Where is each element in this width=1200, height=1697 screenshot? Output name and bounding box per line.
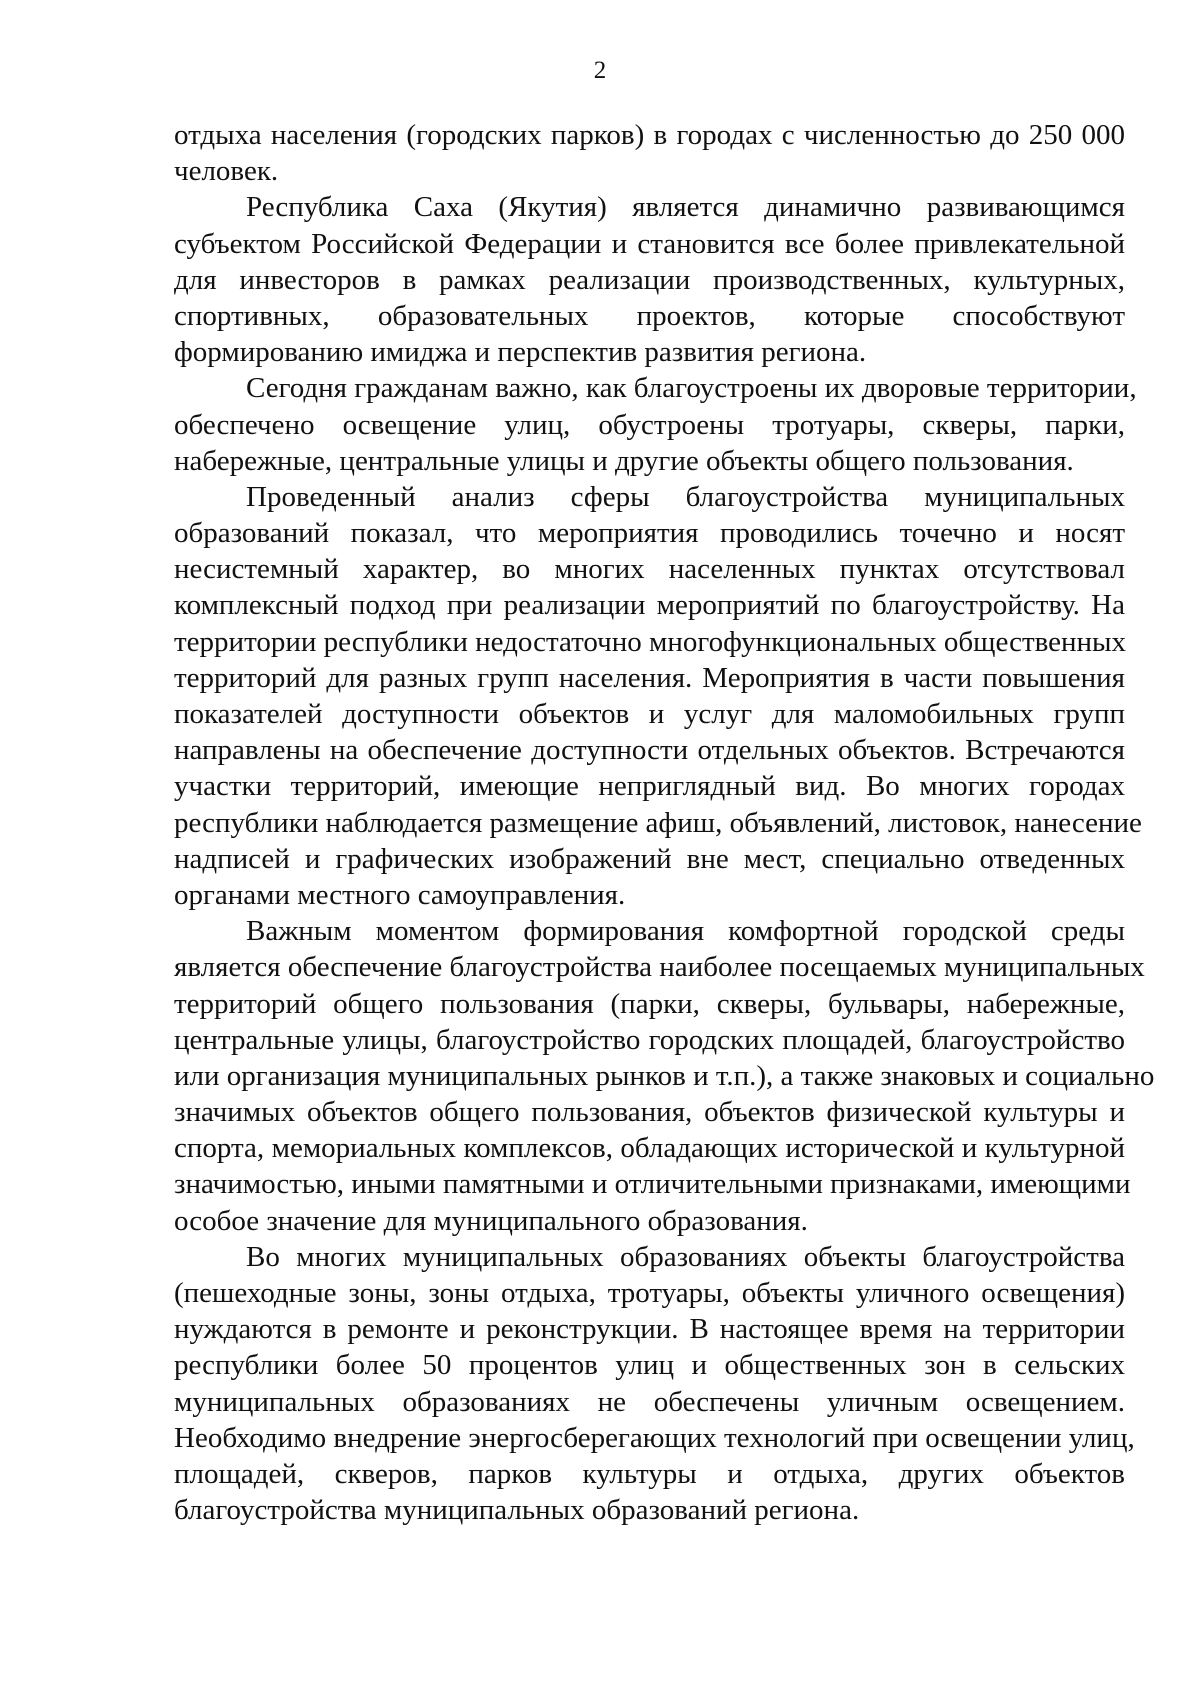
paragraph xyxy=(174,189,1125,370)
text-line: республики более 50 процентов улиц и общественных зон в сельских xyxy=(174,1349,1125,1382)
text-line: комплексный подход при реализации мероприятий по благоустройству. На xyxy=(174,589,1125,622)
text-line: Во многих муниципальных образованиях объекты благоустройства xyxy=(246,1240,1125,1273)
text-line: спорта, мемориальных комплексов, обладающих исторической и культурной xyxy=(174,1132,1125,1165)
text-line: для инвесторов в рамках реализации производственных, культурных, xyxy=(174,263,1125,296)
text-line: Республика Саха (Якутия) является динамично развивающимся xyxy=(246,191,1125,224)
text-line: Проведенный анализ сферы благоустройства муниципальных xyxy=(246,480,1125,513)
text-line: территорий для разных групп населения. Мероприятия в части повышения xyxy=(174,661,1125,694)
text-line: является обеспечение благоустройства наиболее посещаемых муниципальных xyxy=(174,951,1145,984)
page-number: 2 xyxy=(593,57,607,84)
text-line: центральные улицы, благоустройство городских площадей, благоустройство xyxy=(174,1023,1125,1056)
text-line: субъектом Российской Федерации и становится все более привлекательной xyxy=(174,227,1125,260)
text-line: формированию имиджа и перспектив развития региона. xyxy=(174,336,867,369)
text-line: показателей доступности объектов и услуг для маломобильных групп xyxy=(174,698,1125,730)
text-line: значимостью, иными памятными и отличительными признаками, имеющими xyxy=(174,1168,1131,1201)
text-line: спортивных, образовательных проектов, которые способствуют xyxy=(174,299,1125,332)
text-line: особое значение для муниципального образования. xyxy=(174,1204,808,1237)
text-line: набережные, центральные улицы и другие объекты общего пользования. xyxy=(174,444,1074,477)
text-line: благоустройства муниципальных образований региона. xyxy=(174,1494,860,1527)
text-line: площадей, скверов, парков культуры и отдыха, других объектов xyxy=(174,1457,1125,1490)
text-line: человек. xyxy=(174,155,279,188)
text-line: участки территорий, имеющие неприглядный вид. Во многих городах xyxy=(174,770,1125,803)
text-line: отдыха населения (городских парков) в городах с численностью до 250 000 xyxy=(174,119,1125,151)
text-line: значимых объектов общего пользования, объектов физической культуры и xyxy=(174,1096,1125,1129)
paragraph xyxy=(174,913,1155,1239)
text-line: (пешеходные зоны, зоны отдыха, тротуары, объекты уличного освещения) xyxy=(174,1277,1125,1309)
text-line: несистемный характер, во многих населенных пунктах отсутствовал xyxy=(174,553,1125,586)
paragraph xyxy=(174,479,1142,913)
text-line: образований показал, что мероприятия проводились точечно и носят xyxy=(174,517,1125,550)
text-line: органами местного самоуправления. xyxy=(174,878,626,911)
document-body xyxy=(174,117,1155,1528)
text-line: территорий общего пользования (парки, скверы, бульвары, набережные, xyxy=(174,987,1125,1020)
text-line: территории республики недостаточно многофункциональных общественных xyxy=(174,625,1127,658)
paragraph xyxy=(174,117,1125,189)
paragraph xyxy=(174,1239,1135,1529)
text-line: направлены на обеспечение доступности отдельных объектов. Встречаются xyxy=(174,734,1125,767)
text-line: нуждаются в ремонте и реконструкции. В настоящее время на территории xyxy=(174,1313,1125,1346)
text-line: надписей и графических изображений вне мест, специально отведенных xyxy=(174,842,1125,875)
text-line: Важным моментом формирования комфортной городской среды xyxy=(246,915,1125,948)
text-line: обеспечено освещение улиц, обустроены тротуары, скверы, парки, xyxy=(174,408,1125,441)
text-line: республики наблюдается размещение афиш, объявлений, листовок, нанесение xyxy=(174,806,1142,839)
text-line: муниципальных образованиях не обеспечены уличным освещением. xyxy=(174,1385,1125,1418)
text-line: Сегодня гражданам важно, как благоустроены их дворовые территории, xyxy=(246,372,1137,405)
paragraph xyxy=(174,370,1137,479)
text-line: или организация муниципальных рынков и т.п.), а также знаковых и социально xyxy=(174,1059,1155,1092)
text-line: Необходимо внедрение энергосберегающих технологий при освещении улиц, xyxy=(174,1421,1135,1454)
